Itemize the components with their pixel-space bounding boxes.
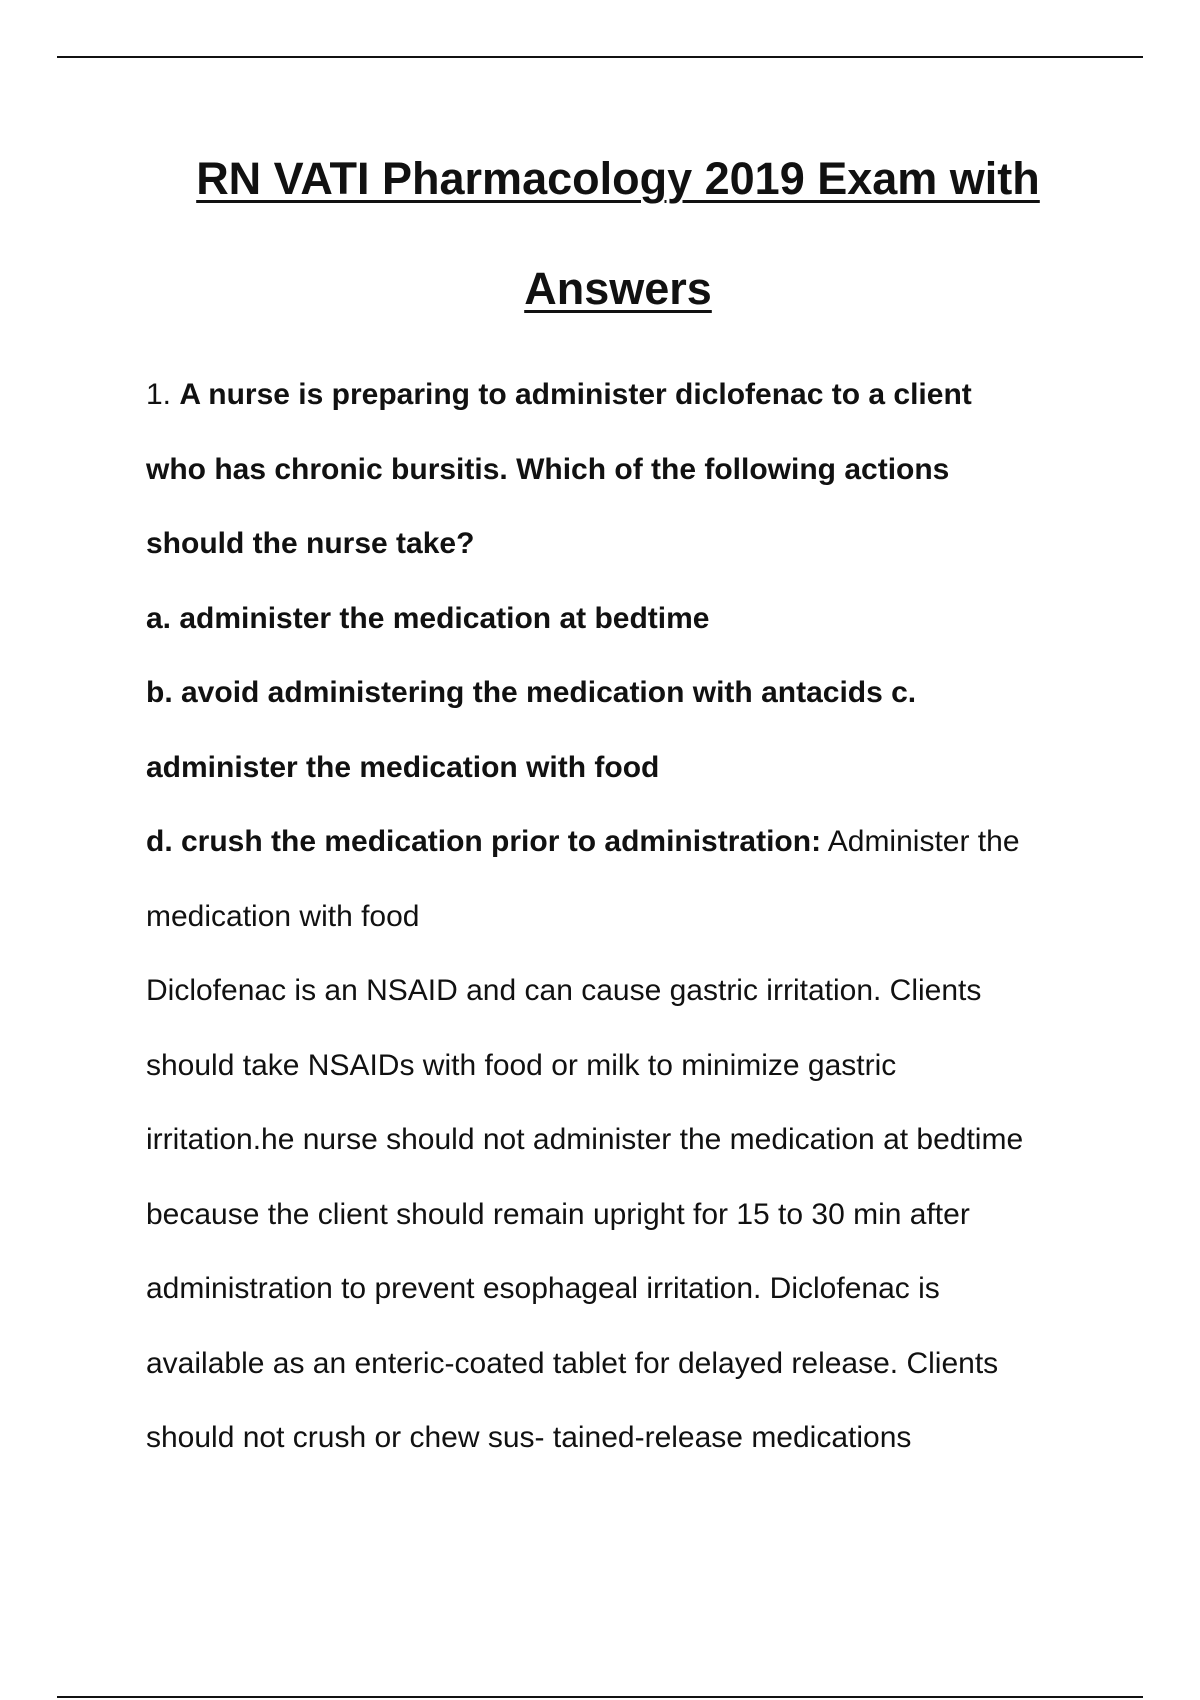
rationale-line-3: irritation.he nurse should not administer the medication at bedtime [146,1123,1024,1156]
question-stem-line-1 [146,380,972,410]
bottom-divider [57,1696,1143,1698]
rationale-line-4: because the client should remain upright for 15 to 30 min after [146,1198,970,1231]
option-a: a. administer the medication at bedtime [146,602,710,635]
rationale-line-6: available as an enteric-coated tablet for delayed release. Clients [146,1347,999,1380]
rationale-line-7: should not crush or chew sus- tained-release medications [146,1421,912,1454]
question-stem-line-2: who has chronic bursitis. Which of the following actions [146,453,950,486]
option-d-with-answer [146,827,1020,857]
option-b: b. avoid administering the medication with antacids c. [146,676,917,709]
question-stem-line-3: should the nurse take? [146,527,475,560]
rationale-line-2: should take NSAIDs with food or milk to minimize gastric [146,1049,897,1082]
rationale-line-1: Diclofenac is an NSAID and can cause gastric irritation. Clients [146,974,982,1007]
rationale-line-5: administration to prevent esophageal irritation. Diclofenac is [146,1272,940,1305]
answer-text: Administer the [827,825,1020,858]
top-divider [57,56,1143,58]
option-d: d. crush the medication prior to administration: [146,825,822,858]
option-c: administer the medication with food [146,751,660,784]
question-stem-text: A nurse is preparing to administer diclofenac to a client [179,378,972,411]
question-number: 1. [146,378,172,411]
answer-text-continued: medication with food [146,900,420,933]
page-title-line-2: Answers [524,263,712,314]
page-title-line-1: RN VATI Pharmacology 2019 Exam with [196,153,1040,204]
